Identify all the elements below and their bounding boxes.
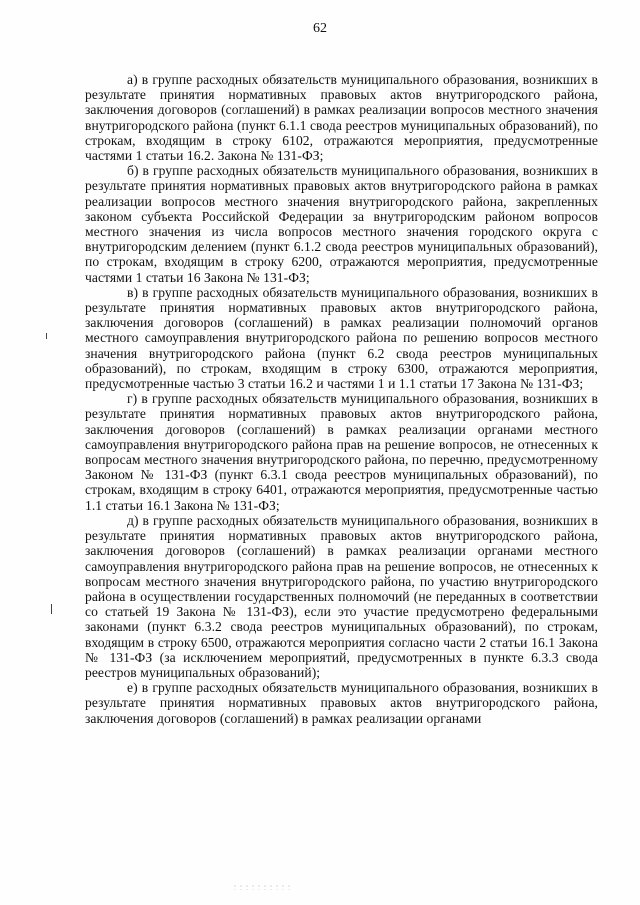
scan-margin-mark <box>51 604 52 614</box>
paragraph-b: б) в группе расходных обязательств муниципального образования, возникших в результате принятия нормативных правовых актов внутригородского района в рамках реализации вопросов местного значения внутригородского района, закрепленных законом субъекта Российской Федерации за внутригородским районом вопросов местного значения из числа вопросов местного значения городского округа с внутригородским делением (пункт 6.1.2 свода реестров муниципальных образований), по строкам, входящим в строку 6200, отражаются мероприятия, предусмотренные частями 1 статьи 16 Закона № 131-ФЗ; <box>85 163 598 285</box>
paragraph-e: е) в группе расходных обязательств муниципального образования, возникших в результате принятия нормативных правовых актов внутригородского района, заключения договоров (соглашений) в рамках реализации органами <box>85 680 598 726</box>
document-body <box>85 72 598 726</box>
page-number: 62 <box>313 21 327 36</box>
paragraph-v: в) в группе расходных обязательств муниципального образования, возникших в результате принятия нормативных правовых актов внутригородского района, заключения договоров (соглашений) в рамках реализации полномочий органов местного самоуправления внутригородского района по решению вопросов местного значения внутригородского района (пункт 6.2 свода реестров муниципальных образований), по строкам, входящим в строку 6300, отражаются мероприятия, предусмотренные частью 3 статьи 16.2 и частями 1 и 1.1 статьи 17 Закона № 131-ФЗ; <box>85 284 598 392</box>
paragraph-g: г) в группе расходных обязательств муниципального образования, возникших в результате принятия нормативных правовых актов внутригородского района, заключения договоров (соглашений) в рамках реализации органами местного самоуправления внутригородского района прав на решение вопросов, не отнесенных к вопросам местного значения внутригородского района, по перечню, предусмотренному Законом № 131-ФЗ (пункт 6.3.1 свода реестров муниципальных образований), по строкам, входящим в строку 6401, отражаются мероприятия, предусмотренные частью 1.1 статьи 16.1 Закона № 131-ФЗ; <box>85 391 598 513</box>
paragraph-d: д) в группе расходных обязательств муниципального образования, возникших в результате принятия нормативных правовых актов внутригородского района, заключения договоров (соглашений) в рамках реализации органами местного самоуправления внутригородского района прав на решение вопросов, не отнесенных к вопросам местного значения внутригородского района, по участию внутригородского района в осуществлении государственных полномочий (не переданных в соответствии со статьей 19 Закона № 131-ФЗ), если это участие предусмотрено федеральными законами (пункт 6.3.2 свода реестров муниципальных образований), по строкам, входящим в строку 6500, отражаются мероприятия согласно части 2 статьи 16.1 Закона № 131-ФЗ (за исключением мероприятий, предусмотренных в пункте 6.3.3 свода реестров муниципальных образований); <box>85 512 598 680</box>
paragraph-a: а) в группе расходных обязательств муниципального образования, возникших в результате принятия нормативных правовых актов внутригородского района, заключения договоров (соглашений) в рамках реализации вопросов местного значения внутригородского района (пункт 6.1.1 свода реестров муниципальных образований), по строкам, входящим в строку 6102, отражаются мероприятия, предусмотренные частями 1 статьи 16.2. Закона № 131-ФЗ; <box>85 72 598 164</box>
scan-margin-mark <box>46 333 47 339</box>
scan-artifact <box>232 884 292 890</box>
